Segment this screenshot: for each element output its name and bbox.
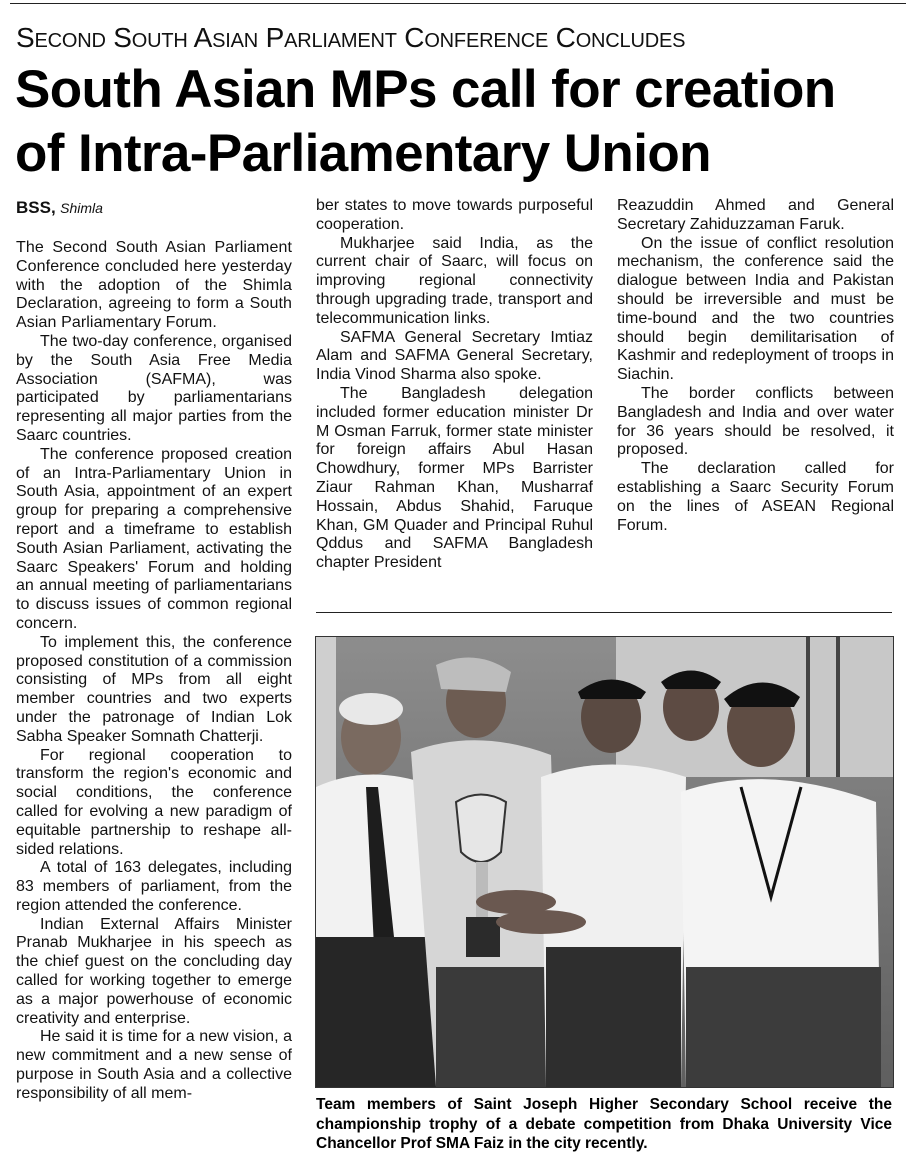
article-column-2 <box>316 197 593 573</box>
article-paragraph: A total of 163 delegates, including 83 members of parliament, from the region attended the conference. <box>16 859 292 914</box>
top-rule <box>10 3 906 4</box>
headline-line-2: of Intra-Parliamentary Union <box>15 124 711 183</box>
article-paragraph: Reazuddin Ahmed and General Secretary Zahiduzzaman Faruk. <box>617 197 894 233</box>
article-paragraph: To implement this, the conference proposed constitution of a commission consisting of MPs from all eight member countries and two experts under the patronage of Indian Lok Sabha Speaker Somnath Chatterji. <box>16 633 292 745</box>
article-paragraph: On the issue of conflict resolution mechanism, the conference said the dialogue between India and Pakistan should be irreversible and must be time-bound and the two countries should begin demilitarisation of Kashmir and redeployment of troops in Siachin. <box>617 234 894 384</box>
article-paragraph: The conference proposed creation of an Intra-Parliamentary Union in South Asia, appointment of an expert group for preparing a comprehensive report and a timeframe to establish South Asian Parliament, activating the Saarc Speakers' Forum and holding an annual meeting of parliamentarians to discuss issues of common regional concern. <box>16 445 292 632</box>
headline <box>15 58 910 186</box>
article-paragraph: The Bangladesh delegation included former education minister Dr M Osman Farruk, former state minister for foreign affairs Abul Hasan Chowdhury, former MPs Barrister Ziaur Rahman Khan, Musharraf Hossain, Abdus Shahid, Faruque Khan, GM Quader and Principal Ruhul Qddus and SAFMA Bangladesh chapter President <box>316 384 593 572</box>
article-paragraph: The border conflicts between Bangladesh and India and over water for 36 years should be resolved, it proposed. <box>617 384 894 459</box>
news-photo <box>315 636 894 1088</box>
article-paragraph: Mukharjee said India, as the current chair of Saarc, will focus on improving regional connectivity through upgrading trade, transport and telecommunication links. <box>316 234 593 327</box>
kicker <box>16 22 906 54</box>
article-paragraph: ber states to move towards purposeful cooperation. <box>316 197 593 233</box>
kicker-text: Second South Asian Parliament Conference Concludes <box>16 22 686 53</box>
article-paragraph: For regional cooperation to transform the region's economic and social conditions, the conference called for evolving a new paradigm of equitable partnership to reshape all-sided relations. <box>16 746 292 858</box>
article-paragraph: The declaration called for establishing a Saarc Security Forum on the lines of ASEAN Regional Forum. <box>617 460 894 534</box>
article-column-3 <box>617 197 894 535</box>
article-paragraph: The two-day conference, organised by the South Asia Free Media Association (SAFMA), was participated by parliamentarians representing all major parties from the Saarc countries. <box>16 332 292 444</box>
article-paragraph: The Second South Asian Parliament Conference concluded here yesterday with the adoption of the Shimla Declaration, agreeing to form a South Asian Parliamentary Forum. <box>16 239 292 332</box>
byline <box>16 197 292 220</box>
byline-place: Shimla <box>60 200 103 216</box>
article-paragraph: Indian External Affairs Minister Pranab Mukharjee in his speech as the chief guest on the concluding day called for working together to emerge as a major powerhouse of economic creativity and enterprise. <box>16 915 292 1027</box>
article-paragraph: He said it is time for a new vision, a new commitment and a new sense of purpose in South Asia and a collective responsibility of all mem- <box>16 1028 292 1102</box>
byline-agency: BSS, <box>16 198 56 217</box>
article-paragraph: SAFMA General Secretary Imtiaz Alam and SAFMA General Secretary, India Vinod Sharma also spoke. <box>316 328 593 384</box>
article-column-1 <box>16 197 292 1104</box>
photo-illustration <box>316 637 893 1087</box>
section-divider <box>316 612 892 613</box>
photo-caption: Team members of Saint Joseph Higher Secondary School receive the championship trophy of a debate competition from Dhaka University Vice Chancellor Prof SMA Faiz in the city recently. <box>316 1096 892 1152</box>
headline-line-1: South Asian MPs call for creation <box>15 60 836 119</box>
